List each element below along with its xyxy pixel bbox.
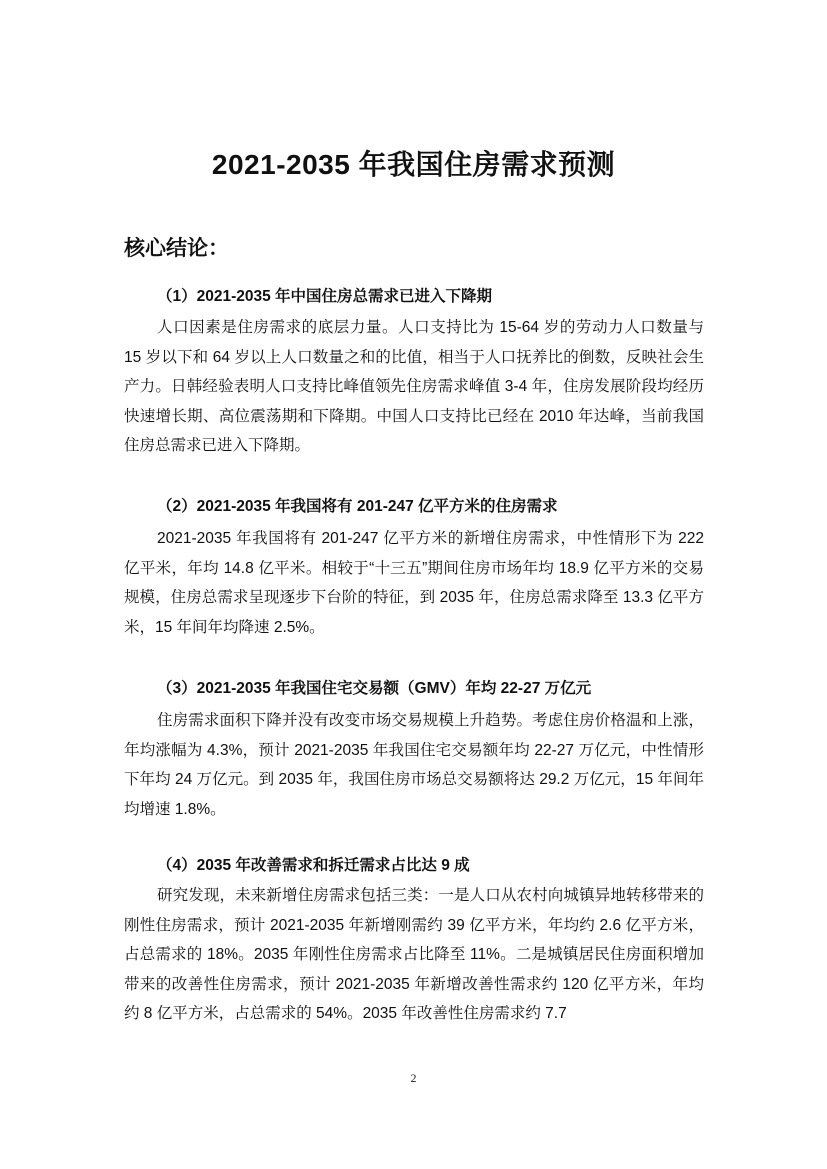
conclusion-3-paragraph: 住房需求面积下降并没有改变市场交易规模上升趋势。考虑住房价格温和上涨，年均涨幅为 4.3%，预计 2021-2035 年我国住宅交易额年均 22-27 万亿元，中性情形下年均 24 万亿元。到 2035 年，我国住房市场总交易额将达 29.2 万亿元，15 年间年均增速 1.8%。 bbox=[124, 712, 704, 818]
conclusion-2-paragraph: 2021-2035 年我国将有 201-247 亿平方米的新增住房需求，中性情形下为 222 亿平米，年均 14.8 亿平米。相较于“十三五”期间住房市场年均 18.9 亿平方米的交易规模，住房总需求呈现逐步下台阶的特征，到 2035 年，住房总需求降至 13.3 亿平方米，15 年间年均降速 2.5%。 bbox=[124, 530, 704, 636]
page-number: 2 bbox=[410, 1071, 417, 1085]
conclusion-4-paragraph: 研究发现，未来新增住房需求包括三类：一是人口从农村向城镇异地转移带来的刚性住房需求，预计 2021-2035 年新增刚需约 39 亿平方米，年均约 2.6 亿平方米，占总需求的 18%。2035 年刚性住房需求占比降至 11%。二是城镇居民住房面积增加带来的改善性住房需求，预计 2021-2035 年新增改善性需求约 120 亿平方米，年均约 8 亿平方米，占总需求的 54%。2035 年改善性住房需求约 7.7 bbox=[124, 887, 704, 1023]
core-conclusions-heading: 核心结论： bbox=[124, 237, 229, 260]
conclusion-1-heading: （1）2021-2035 年中国住房总需求已进入下降期 bbox=[157, 288, 493, 305]
document-title: 2021-2035 年我国住房需求预测 bbox=[211, 149, 616, 180]
conclusion-4-heading: （4）2035 年改善需求和拆迁需求占比达 9 成 bbox=[157, 857, 470, 874]
conclusion-1-paragraph: 人口因素是住房需求的底层力量。人口支持比为 15-64 岁的劳动力人口数量与 15 岁以下和 64 岁以上人口数量之和的比值，相当于人口抚养比的倒数，反映社会生产力。日韩经验表明人口支持比峰值领先住房需求峰值 3-4 年，住房发展阶段均经历快速增长期、高位震荡期和下降期。中国人口支持比已经在 2010 年达峰，当前我国住房总需求已进入下降期。 bbox=[124, 319, 704, 455]
conclusion-2-heading: （2）2021-2035 年我国将有 201-247 亿平方米的住房需求 bbox=[157, 498, 558, 515]
conclusion-3-heading: （3）2021-2035 年我国住宅交易额（GMV）年均 22-27 万亿元 bbox=[157, 680, 592, 697]
